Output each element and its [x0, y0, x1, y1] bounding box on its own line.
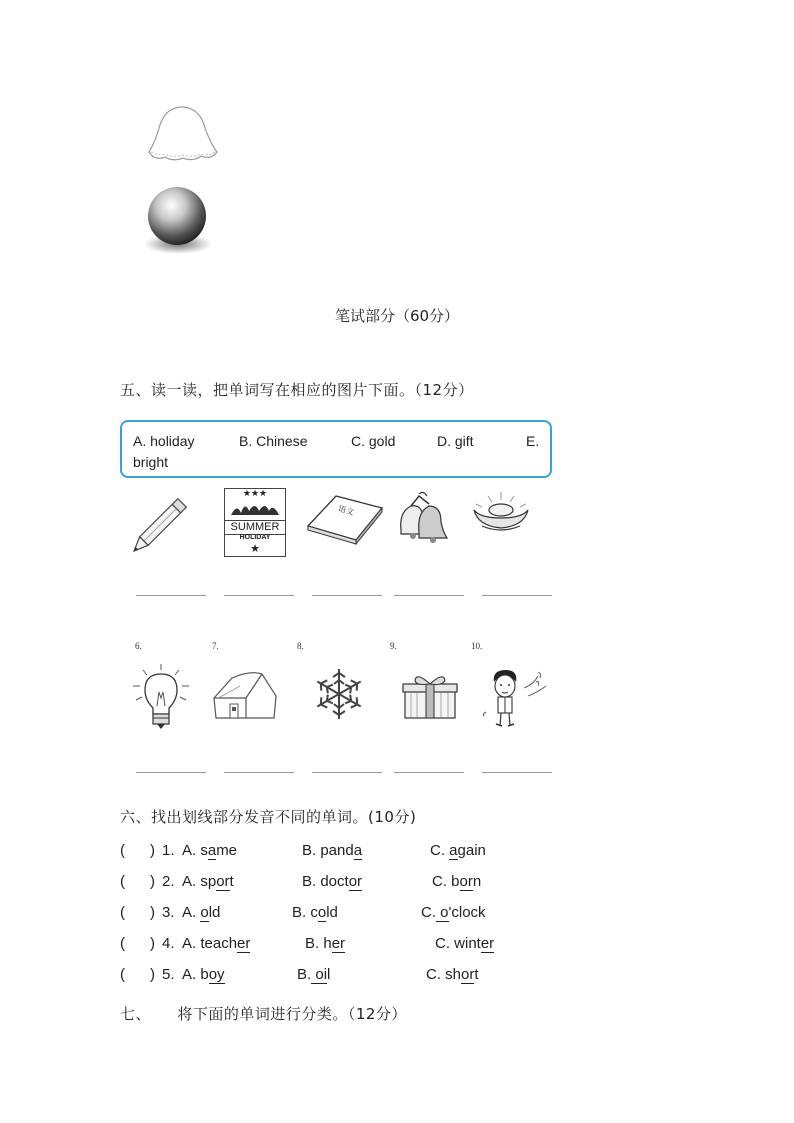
- underlined-letters: a: [449, 842, 458, 859]
- underlined-letters: o: [200, 904, 209, 921]
- option-text: 2.: [162, 873, 175, 890]
- option-b: [302, 873, 362, 890]
- option-text: t: [229, 873, 234, 890]
- question-number: [162, 935, 175, 952]
- option-text: n: [472, 873, 482, 890]
- picture-number: 7.: [212, 641, 219, 651]
- option-text: 5.: [162, 966, 175, 983]
- option-text: A.: [182, 904, 201, 921]
- light-bulb-icon: [131, 662, 191, 730]
- option-text: C. sh: [426, 966, 462, 983]
- option-text: l: [327, 966, 331, 983]
- option-text: 4.: [162, 935, 175, 952]
- question-number: [162, 842, 175, 859]
- snowflake-icon: [311, 666, 367, 722]
- option-text: C.: [430, 842, 450, 859]
- option-c: [421, 904, 486, 921]
- option-text: (: [120, 904, 125, 921]
- option-text: (: [120, 842, 125, 859]
- option-text: ): [150, 904, 155, 921]
- pencil-icon: [128, 490, 198, 554]
- answer-line[interactable]: [482, 595, 552, 596]
- section5-title: 五、读一读，把单词写在相应的图片下面。（12分）: [120, 381, 474, 399]
- word-bank-box: [120, 420, 552, 478]
- option-b: [297, 966, 330, 983]
- underlined-letters: er: [237, 935, 251, 952]
- option-text: (: [120, 873, 125, 890]
- answer-paren-open[interactable]: [120, 842, 125, 859]
- option-text: B. c: [292, 904, 318, 921]
- option-b: [305, 935, 345, 952]
- picture-number: 8.: [297, 641, 304, 651]
- summer-holiday-sign-icon: ★★★ SUMMER HOLIDAY ★: [224, 488, 286, 557]
- answer-paren-open[interactable]: [120, 966, 125, 983]
- option-text: A. s: [182, 842, 208, 859]
- option-text: 'clock: [448, 904, 486, 921]
- page-title: 笔试部分（60分）: [334, 307, 460, 325]
- option-text: A. teach: [182, 935, 238, 952]
- answer-paren-close: [150, 904, 155, 921]
- option-c: [426, 966, 479, 983]
- option-a: [182, 842, 237, 859]
- underlined-letters: or: [348, 873, 363, 890]
- underlined-letters: o: [317, 904, 327, 921]
- sign-text-summer: SUMMER: [225, 520, 285, 535]
- option-a: [182, 904, 220, 921]
- option-text: C. wint: [435, 935, 481, 952]
- answer-line[interactable]: [136, 595, 206, 596]
- option-c: [430, 842, 486, 859]
- answer-line[interactable]: [312, 595, 382, 596]
- option-text: gain: [457, 842, 486, 859]
- underlined-letters: oy: [208, 966, 225, 983]
- chinese-book-icon: [306, 494, 384, 546]
- house-icon: [210, 668, 278, 722]
- option-text: ): [150, 935, 155, 952]
- option-text: A. b: [182, 966, 209, 983]
- answer-line[interactable]: [482, 772, 552, 773]
- underlined-letters: a: [353, 842, 363, 859]
- picture-number: 9.: [390, 641, 397, 651]
- skirt-outline-icon: [145, 104, 220, 166]
- option-a: [182, 935, 250, 952]
- option-text: 3.: [162, 904, 175, 921]
- word-option: A. holiday: [133, 433, 195, 449]
- sign-text-holiday: HOLIDAY: [239, 534, 271, 541]
- gold-ingot-icon: [468, 490, 534, 540]
- answer-paren-close: [150, 935, 155, 952]
- underlined-letters: oi: [311, 966, 328, 983]
- answer-line[interactable]: [394, 595, 464, 596]
- picture-number: 6.: [135, 641, 142, 651]
- option-text: B. pand: [302, 842, 354, 859]
- section6-title: 六、找出划线部分发音不同的单词。(10分): [120, 808, 417, 826]
- answer-paren-close: [150, 966, 155, 983]
- word-option: bright: [133, 454, 169, 470]
- option-text: ): [150, 966, 155, 983]
- option-a: [182, 966, 225, 983]
- boy-icon: [478, 666, 550, 730]
- word-option: C. gold: [351, 433, 396, 449]
- option-text: (: [120, 935, 125, 952]
- question-number: [162, 904, 175, 921]
- answer-line[interactable]: [224, 772, 294, 773]
- picture-number: 10.: [471, 641, 483, 651]
- word-option: D. gift: [437, 433, 474, 449]
- underlined-letters: a: [207, 842, 217, 859]
- option-text: C. b: [432, 873, 460, 890]
- option-text: B. doct: [302, 873, 349, 890]
- option-b: [292, 904, 338, 921]
- answer-paren-close: [150, 873, 155, 890]
- option-c: [435, 935, 494, 952]
- silver-ball-icon: [142, 186, 214, 258]
- underlined-letters: or: [216, 873, 230, 890]
- option-c: [432, 873, 481, 890]
- gift-box-icon: [401, 670, 459, 722]
- word-option: E.: [526, 433, 540, 449]
- answer-line[interactable]: [136, 772, 206, 773]
- option-text: ld: [208, 904, 221, 921]
- answer-line[interactable]: [394, 772, 464, 773]
- option-text: 1.: [162, 842, 175, 859]
- answer-line[interactable]: [224, 595, 294, 596]
- book-title-text: 语文: [337, 504, 355, 517]
- option-text: t: [474, 966, 479, 983]
- underlined-letters: er: [331, 935, 346, 952]
- underlined-letters: or: [459, 873, 473, 890]
- underlined-letters: er: [480, 935, 495, 952]
- option-text: ): [150, 873, 155, 890]
- answer-line[interactable]: [312, 772, 382, 773]
- option-b: [302, 842, 362, 859]
- underlined-letters: o: [436, 904, 449, 921]
- question-number: [162, 966, 175, 983]
- answer-paren-open[interactable]: [120, 904, 125, 921]
- section7-title: 七、 将下面的单词进行分类。（12分）: [120, 1005, 407, 1023]
- option-a: [182, 873, 234, 890]
- word-option: B. Chinese: [239, 433, 308, 449]
- option-text: ): [150, 842, 155, 859]
- answer-paren-close: [150, 842, 155, 859]
- underlined-letters: or: [461, 966, 475, 983]
- question-number: [162, 873, 175, 890]
- option-text: A. sp: [182, 873, 217, 890]
- option-text: B. h: [305, 935, 332, 952]
- option-text: ld: [326, 904, 338, 921]
- answer-paren-open[interactable]: [120, 935, 125, 952]
- option-text: (: [120, 966, 125, 983]
- option-text: C.: [421, 904, 436, 921]
- answer-paren-open[interactable]: [120, 873, 125, 890]
- option-text: me: [216, 842, 238, 859]
- bells-icon: [393, 490, 451, 548]
- option-text: B.: [297, 966, 312, 983]
